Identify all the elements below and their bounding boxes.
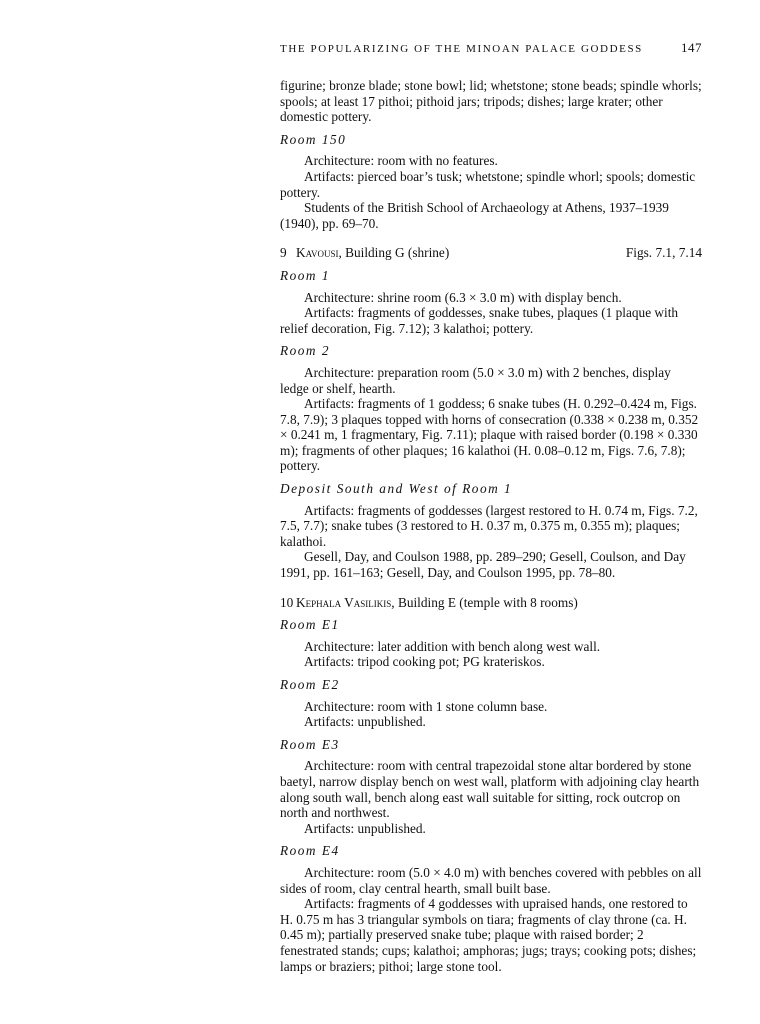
- site-9-description: , Building G (shrine): [338, 245, 450, 261]
- site-10-number: 10: [280, 594, 294, 610]
- running-header: [280, 40, 702, 56]
- deposit-reference: Gesell, Day, and Coulson 1988, pp. 289–290; Gesell, Coulson, and Day 1991, pp. 161–163; Gesell, Day, and Coulson 1995, pp. 78–80.: [280, 549, 686, 581]
- site-10-name: Kephala Vasilikis: [296, 594, 392, 610]
- site-9-name: Kavousi: [296, 245, 339, 261]
- room-e3-artifacts: Artifacts: unpublished.: [304, 820, 426, 836]
- room-150-heading: Room 150: [280, 131, 347, 147]
- room-e4-heading: Room E4: [280, 843, 340, 859]
- site-9-heading: [280, 245, 702, 261]
- room-2-heading: Room 2: [280, 343, 330, 359]
- room-2-architecture: Architecture: preparation room (5.0 × 3.0 m) with 2 benches, display ledge or shelf, hearth.: [280, 364, 671, 396]
- page-number: 147: [681, 40, 702, 55]
- room-e2-artifacts: Artifacts: unpublished.: [304, 714, 426, 730]
- room-1-artifacts: Artifacts: fragments of goddesses, snake tubes, plaques (1 plaque with relief decoration, Fig. 7.12); 3 kalathoi; pottery.: [280, 305, 679, 336]
- deposit-heading: Deposit South and West of Room 1: [280, 481, 513, 497]
- room-2-artifacts: Artifacts: fragments of 1 goddess; 6 snake tubes (H. 0.292–0.424 m, Figs. 7.8, 7.9); 3 plaques topped with horns of consecration (0.338 × 0.238 m, 0.352 × 0.241 m, 1 fragmentary, Fig. 7.11); plaque with raised border (0.198 × 0.330 m); fragments of other plaques; 16 kalathoi (H. 0.08–0.12 m, Figs. 7.6, 7.8); pottery.: [280, 396, 699, 474]
- room-150-architecture: Architecture: room with no features.: [304, 153, 498, 169]
- room-e3-architecture: Architecture: room with central trapezoidal stone altar bordered by stone baetyl, narrow display bench on west wall, platform with adjoining clay hearth along south wall, bench along east wall suitable for sitting, rock outcrop on north and northwest.: [280, 758, 700, 821]
- site-9-number: 9: [280, 245, 287, 261]
- room-150-reference: Students of the British School of Archaeology at Athens, 1937–1939 (1940), pp. 69–70.: [280, 200, 669, 231]
- intro-paragraph: figurine; bronze blade; stone bowl; lid; whetstone; stone beads; spindle whorls; spools; at least 17 pithoi; pithoid jars; tripods; dishes; large krater; other domestic pottery.: [280, 78, 702, 125]
- room-e4-artifacts: Artifacts: fragments of 4 goddesses with upraised hands, one restored to H. 0.75 m has 3 triangular symbols on tiara; fragments of clay throne (ca. H. 0.45 m); partially preserved snake tube; plaque with raised border; 2 fenestrated stands; cups; kalathoi; amphoras; jugs; trays; cooking pots; dishes; lamps or braziers; pithoi; large stone tool.: [280, 896, 697, 974]
- room-1-architecture: Architecture: shrine room (6.3 × 3.0 m) with display bench.: [304, 289, 622, 305]
- site-9-figures: Figs. 7.1, 7.14: [625, 245, 702, 261]
- deposit-artifacts: Artifacts: fragments of goddesses (largest restored to H. 0.74 m, Figs. 7.2, 7.5, 7.7); snake tubes (3 restored to H. 0.37 m, 0.375 m, 0.355 m); plaques; kalathoi.: [280, 502, 698, 549]
- room-1-heading: Room 1: [280, 267, 330, 283]
- site-10-description: , Building E (temple with 8 rooms): [391, 594, 578, 610]
- site-10-heading: [280, 595, 702, 611]
- room-e1-architecture: Architecture: later addition with bench along west wall.: [304, 638, 601, 654]
- room-e2-heading: Room E2: [280, 677, 340, 692]
- running-title: THE POPULARIZING OF THE MINOAN PALACE GODDESS: [280, 43, 643, 55]
- room-e2-architecture: Architecture: room with 1 stone column base.: [304, 698, 548, 714]
- room-e3-heading: Room E3: [280, 736, 340, 752]
- page-body: [280, 78, 702, 974]
- room-e1-artifacts: Artifacts: tripod cooking pot; PG krateriskos.: [304, 654, 545, 670]
- room-150-artifacts: Artifacts: pierced boar’s tusk; whetstone; spindle whorl; spools; domestic pottery.: [280, 168, 696, 200]
- room-e4-architecture: Architecture: room (5.0 × 4.0 m) with benches covered with pebbles on all sides of room, clay central hearth, small built base.: [280, 864, 702, 896]
- room-e1-heading: Room E1: [280, 617, 340, 633]
